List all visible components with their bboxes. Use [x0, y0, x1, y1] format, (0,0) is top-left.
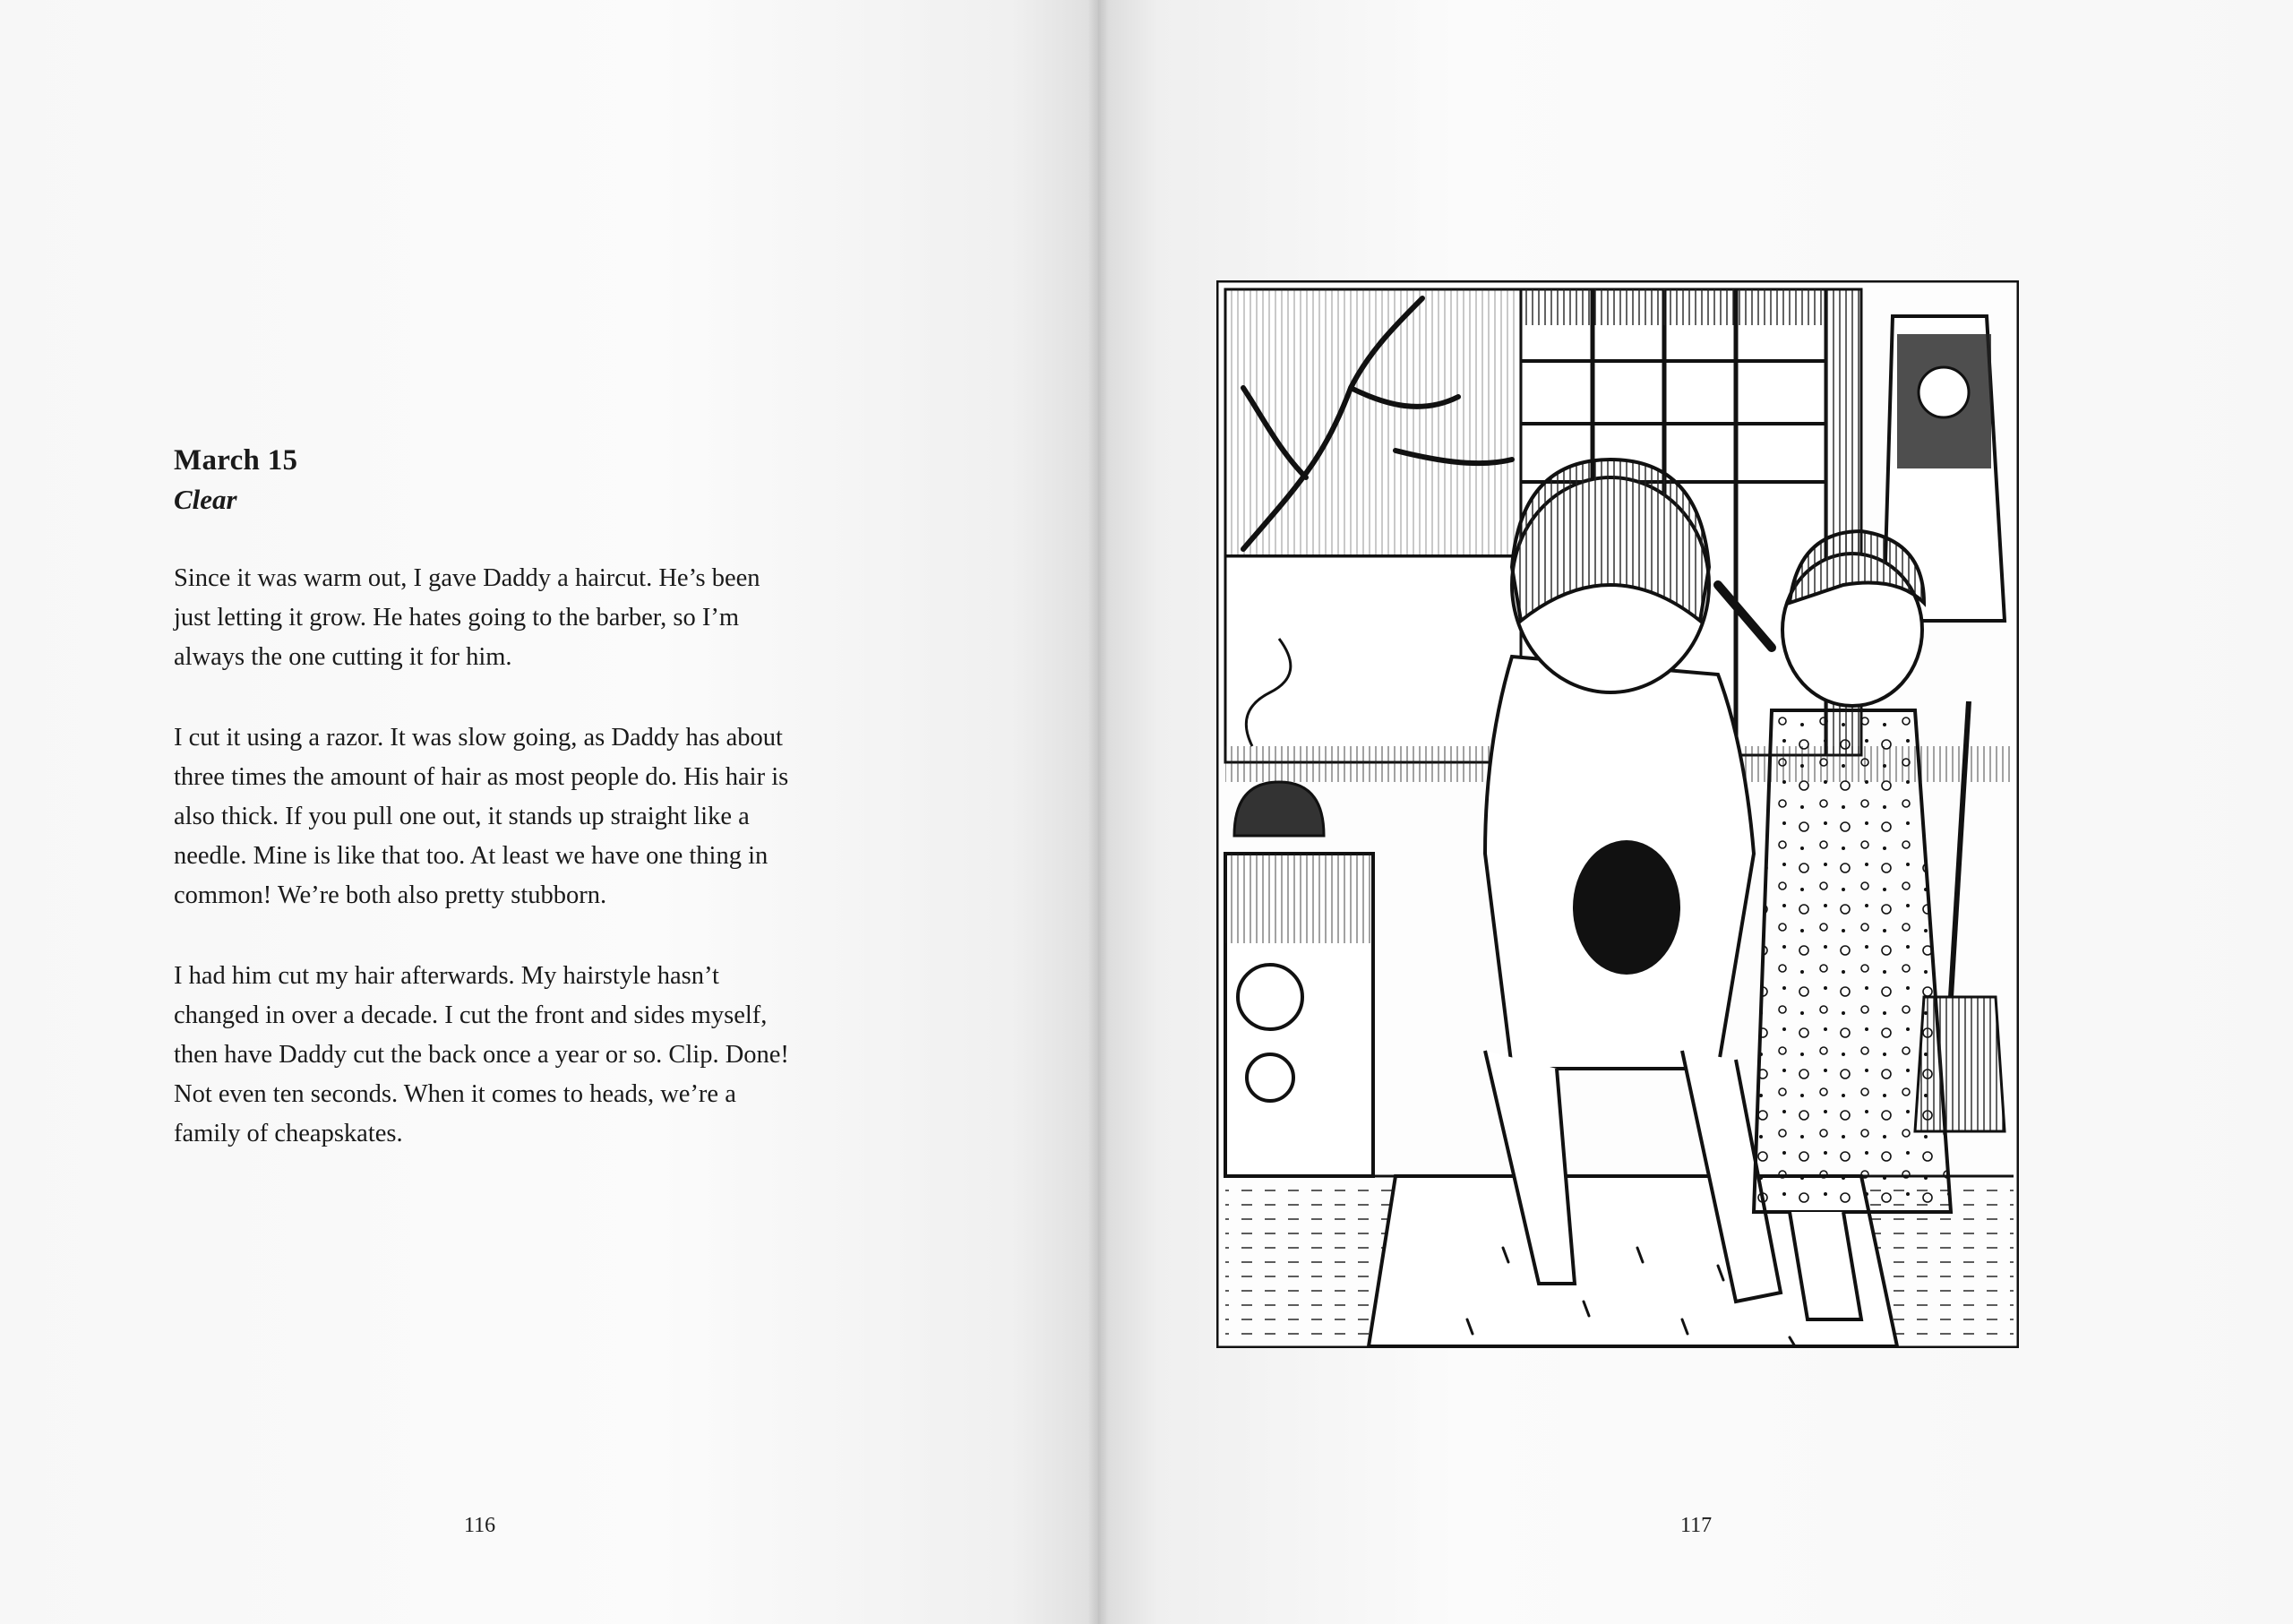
- page-number-right: 117: [1680, 1514, 1713, 1537]
- entry-body: [174, 559, 801, 1195]
- window-with-tree: [1225, 289, 1521, 556]
- haircut-illustration: [1216, 280, 2019, 1348]
- paragraph-2: I cut it using a razor. It was slow going, as Daddy has about three times the amount of hair as most people do. His hair is also thick. If you pull one out, it stands up straight like a needle. Mine is like that too. At least we have one thing in common! We’re both also pretty stubborn.: [174, 724, 789, 909]
- paragraph-3: I had him cut my hair afterwards. My hairstyle hasn’t changed in over a decade. I cut the front and sides myself, then have Daddy cut the back once a year or so. Clip. Done! Not even ten seconds. When it comes to heads, we’re a family of cheapskates.: [174, 962, 789, 1147]
- paragraph-1: Since it was warm out, I gave Daddy a haircut. He’s been just letting it grow. He hates going to the barber, so I’m always the one cutting it for him.: [174, 564, 760, 671]
- book-gutter: [1087, 0, 1109, 1624]
- left-page: [0, 0, 1098, 1624]
- entry-date: March 15: [174, 444, 298, 477]
- entry-weather: Clear: [174, 484, 237, 515]
- page-number-left: 116: [464, 1514, 496, 1537]
